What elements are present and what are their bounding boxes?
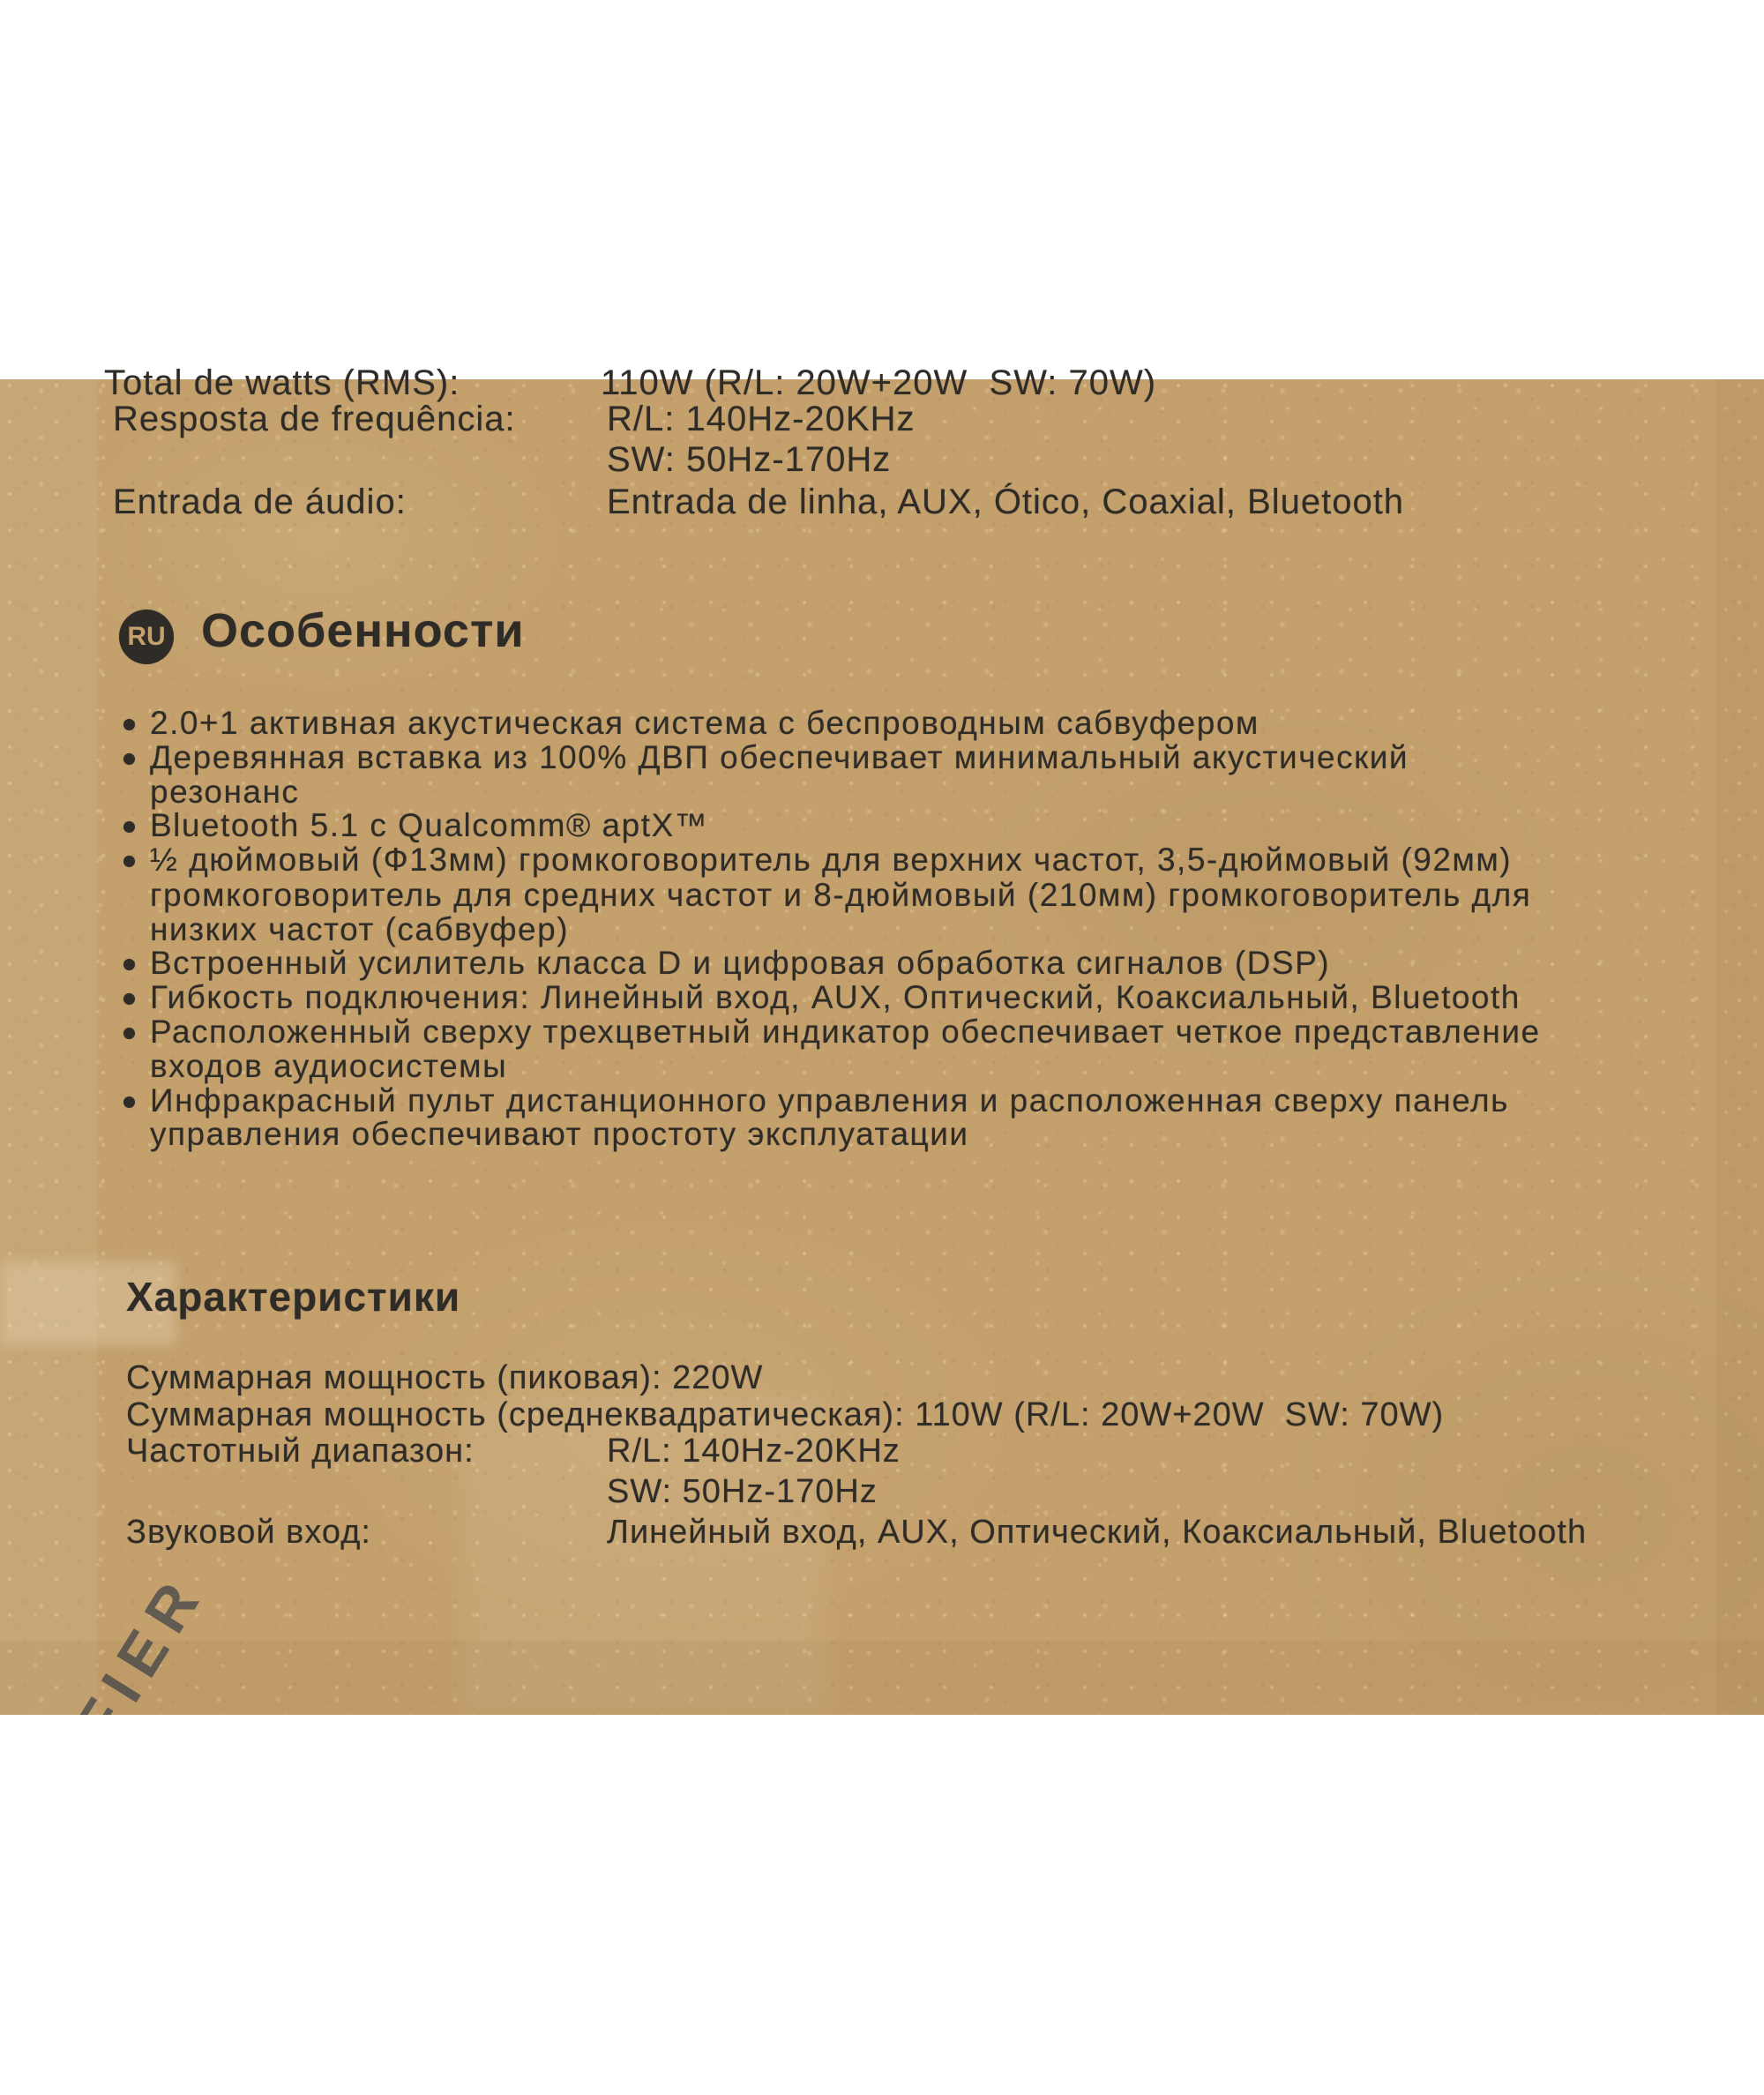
feature-line: Расположенный сверху трехцветный индикатор обеспечивает четкое представление: [150, 1014, 1541, 1050]
ru-badge-label: RU: [127, 622, 166, 651]
char-label-audio-input: Звуковой вход:: [126, 1514, 371, 1551]
spec-label-frequency-response: Resposta de frequência:: [113, 400, 516, 438]
feature-line: резонанс: [150, 774, 300, 810]
top-white-margin: [0, 0, 1764, 379]
bullet-icon: [123, 856, 135, 867]
bullet-icon: [123, 1096, 135, 1108]
bottom-edge-shadow: [0, 1641, 1764, 1715]
feature-line: Гибкость подключения: Линейный вход, AUX, Оптический, Коаксиальный, Bluetooth: [150, 979, 1521, 1015]
spec-value-total-watts: 110W (R/L: 20W+20W SW: 70W): [601, 363, 1157, 402]
feature-line: Встроенный усилитель класса D и цифровая обработка сигналов (DSP): [150, 945, 1331, 981]
spec-value-audio-input: Entrada de linha, AUX, Ótico, Coaxial, Bluetooth: [607, 483, 1405, 521]
spec-label-audio-input: Entrada de áudio:: [113, 483, 407, 521]
characteristics-heading: Характеристики: [126, 1274, 461, 1320]
char-label-frequency-range: Частотный диапазон:: [126, 1433, 475, 1470]
spec-value-frequency-response-sw: SW: 50Hz-170Hz: [607, 440, 892, 479]
bullet-icon: [123, 993, 135, 1005]
features-heading: Особенности: [201, 604, 525, 657]
bullet-icon: [123, 719, 135, 730]
char-value-audio-input: Линейный вход, AUX, Оптический, Коаксиальный, Bluetooth: [607, 1514, 1588, 1551]
feature-line: 2.0+1 активная акустическая система с беспроводным сабвуфером: [150, 705, 1259, 741]
char-value-frequency-range-sw: SW: 50Hz-170Hz: [607, 1473, 878, 1510]
ru-language-badge: [119, 610, 174, 664]
bullet-icon: [123, 821, 135, 833]
char-row-rms-power: Суммарная мощность (среднеквадратическая): 110W (R/L: 20W+20W SW: 70W): [126, 1396, 1445, 1433]
feature-line: входов аудиосистемы: [150, 1048, 508, 1084]
bullet-icon: [123, 1028, 135, 1039]
feature-line: управления обеспечивают простоту эксплуатации: [150, 1116, 969, 1152]
right-edge-shadow: [1716, 379, 1764, 1715]
char-value-frequency-range-rl: R/L: 140Hz-20KHz: [607, 1433, 901, 1470]
feature-line: ½ дюймовый (Ф13мм) громкоговоритель для верхних частот, 3,5-дюймовый (92мм): [150, 842, 1513, 878]
feature-line: Инфракрасный пульт дистанционного управления и расположенная сверху панель: [150, 1082, 1509, 1119]
left-light-band: [0, 379, 97, 1715]
spec-label-total-watts: Total de watts (RMS):: [104, 363, 460, 402]
feature-line: Деревянная вставка из 100% ДВП обеспечивает минимальный акустический: [150, 739, 1409, 775]
cardboard-panel: [0, 363, 1764, 1715]
feature-line: громкоговоритель для средних частот и 8-дюймовый (210мм) громкоговоритель для: [150, 877, 1532, 913]
feature-line: низких частот (сабвуфер): [150, 911, 570, 947]
bottom-white-margin: [0, 1715, 1764, 2095]
bullet-icon: [123, 959, 135, 970]
spec-value-frequency-response-rl: R/L: 140Hz-20KHz: [607, 400, 916, 438]
char-row-peak-power: Суммарная мощность (пиковая): 220W: [126, 1359, 764, 1396]
bullet-icon: [123, 753, 135, 765]
feature-line: Bluetooth 5.1 с Qualcomm® aptX™: [150, 807, 709, 843]
